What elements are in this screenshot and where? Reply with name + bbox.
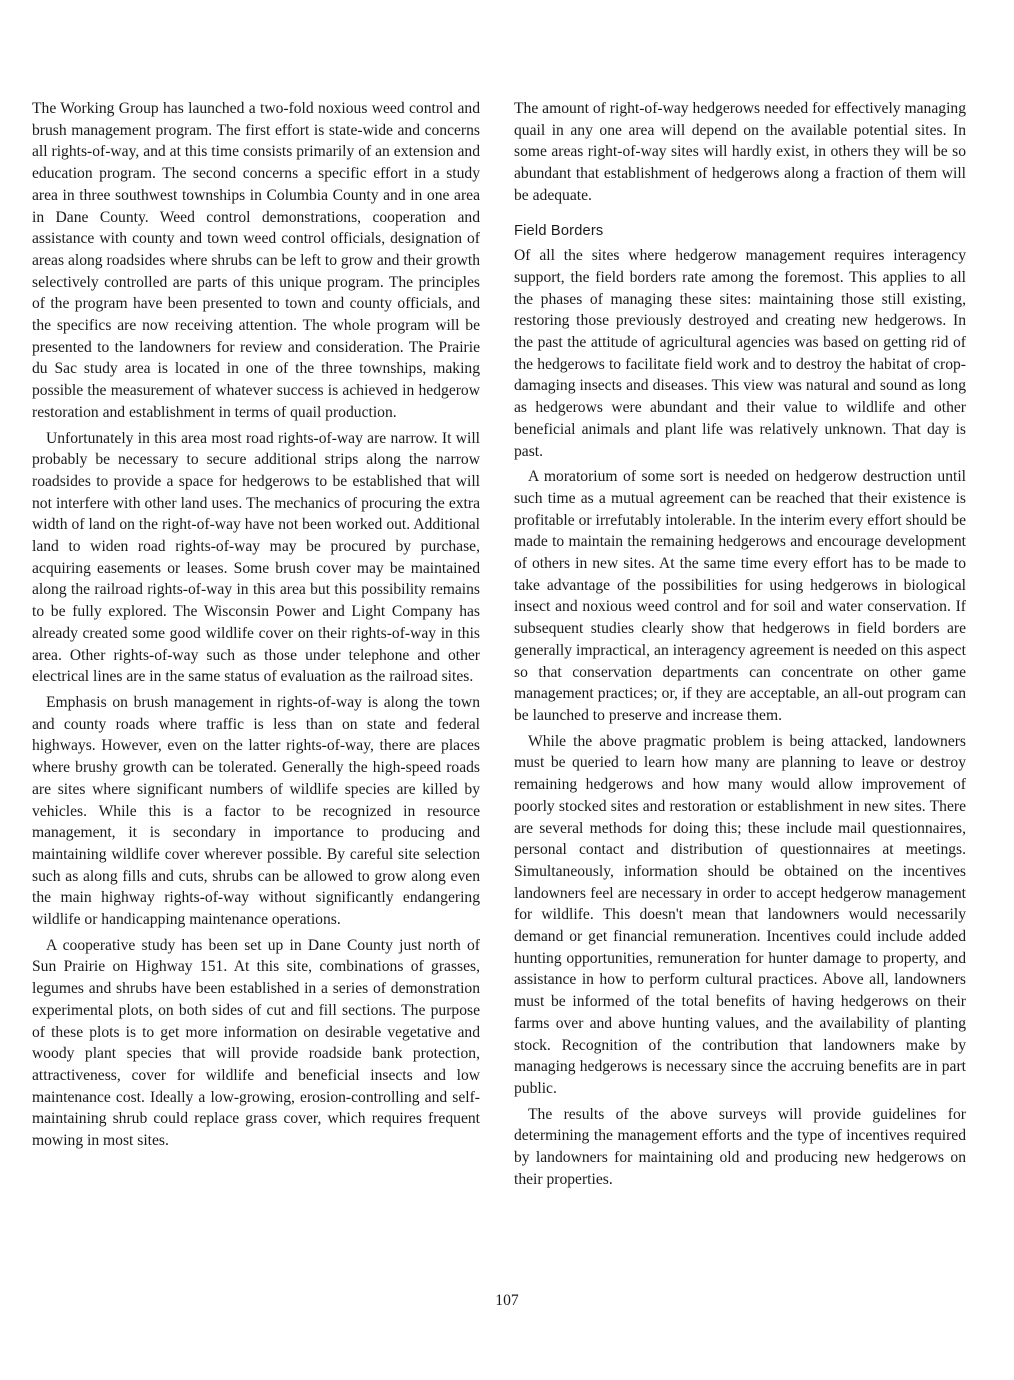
right-paragraph-1: Of all the sites where hedgerow management requires interagency support, the field borders rate among the foremost. This applies to all the phases of managing these sites: maintaining those still existing, restoring those previously destroyed and creating new hedgerows. In the past the attitude of agricultural agencies was based on getting rid of the hedgerows to facilitate field work and to destroy the habitat of crop-damaging insects and diseases. This view was natural and sound as long as hedgerows were abundant and their value to wildlife and other beneficial animals and plant life was relatively unknown. That day is past.: [514, 247, 966, 460]
left-column: [32, 98, 480, 1156]
left-paragraph-4: A cooperative study has been set up in Dane County just north of Sun Prairie on Highway 151. At this site, combinations of grasses, legumes and shrubs have been established in a series of demonstration experimental plots, on both sides of cut and fill sections. The purpose of these plots is to get more information on desirable vegetative and woody plant species that will provide roadside bank protection, attractiveness, cover for wildlife and beneficial insects and low maintenance cost. Ideally a low-growing, erosion-controlling and self-maintaining shrub could replace grass cover, which requires frequent mowing in most sites.: [32, 936, 480, 1150]
section-heading-field-borders: Field Borders: [514, 222, 604, 239]
right-paragraph-4: The results of the above surveys will provide guidelines for determining the management efforts and the type of incentives required by landowners for maintaining old and producing new hedgerows on their properties.: [514, 1105, 966, 1188]
right-paragraph-2: A moratorium of some sort is needed on hedgerow destruction until such time as a mutual agreement can be reached that their existence is profitable or irrefutably intolerable. In the interim every effort should be made to maintain the remaining hedgerows and encourage development of others in new sites. At the same time every effort has to be made to take advantage of the possibilities for using hedgerows in biological insect and noxious weed control and for soil and water conservation. If subsequent studies clearly show that hedgerows in field borders are generally impractical, an interagency agreement is needed on this aspect so that conservation departments can concentrate on other game management practices; or, if they are acceptable, an all-out program can be launched to preserve and increase them.: [514, 468, 966, 724]
left-paragraph-2: Unfortunately in this area most road rights-of-way are narrow. It will probably be necessary to secure additional strips along the narrow roadsides to provide a space for hedgerows to be established that will not interfere with other land uses. The mechanics of procuring the extra width of land on the right-of-way have not been worked out. Additional land to widen road rights-of-way may be procured by purchase, acquiring easements or leases. Some brush cover may be maintained along the railroad rights-of-way in this area but this possibility remains to be fully explored. The Wisconsin Power and Light Company has already created some good wildlife cover on their rights-of-way in this area. Other rights-of-way such as those under telephone and other electrical lines are in the same status of evaluation as the railroad sites.: [32, 429, 480, 686]
left-paragraph-3: Emphasis on brush management in rights-of-way is along the town and county roads where traffic is less than on state and federal highways. However, even on the latter rights-of-way, there are places where brushy growth can be tolerated. Generally the high-speed roads are sites where significant numbers of wildlife species are killed by vehicles. While this is a factor to be recognized in resource management, it is secondary in importance to producing and maintaining wildlife cover wherever possible. By careful site selection such as along fills and cuts, shrubs can be allowed to grow along even the main highway rights-of-way without significantly endangering wildlife or handicapping maintenance operations.: [32, 693, 480, 929]
page-number: 107: [495, 1292, 519, 1309]
right-paragraph-3: While the above pragmatic problem is being attacked, landowners must be queried to learn how many are planning to leave or destroy remaining hedgerows and how many would allow improvement of poorly stocked sites and restoration or establishment in new sites. There are several methods for doing this; these include mail questionnaires, personal contact and distribution of questionnaires at meetings. Simultaneously, information should be obtained on the incentives landowners feel are necessary in order to accept hedgerow management for wildlife. This doesn't mean that landowners would necessarily demand or get financial remuneration. Incentives could include added hunting opportunities, remuneration for hunter damage to property, and assistance in how to perform cultural practices. Above all, landowners must be informed of the total benefits of having hedgerows on their farms over and above hunting values, and the availability of planting stock. Recognition of the contribution that landowners make by managing hedgerows is necessary since the accruing benefits are in part public.: [514, 732, 966, 1097]
right-intro-paragraph: The amount of right-of-way hedgerows needed for effectively managing quail in any one area will depend on the available potential sites. In some areas right-of-way sites will hardly exist, in others they will be so abundant that establishment of hedgerows along a fraction of them will be adequate.: [514, 100, 966, 204]
left-paragraph-1: The Working Group has launched a two-fold noxious weed control and brush management program. The first effort is state-wide and concerns all rights-of-way, and at this time consists primarily of an extension and education program. The second concerns a specific effort in a study area in three southwest townships in Columbia County and in one area in Dane County. Weed control demonstrations, cooperation and assistance with county and town weed control officials, designation of areas along roadsides where shrubs can be left to grow and their growth selectively controlled are parts of this unique program. The principles of the program have been presented to town and county officials, and the specifics are now receiving attention. The whole program will be presented to the landowners for review and consideration. The Prairie du Sac study area is located in one of the three townships, making possible the measurement of whatever success is achieved in hedgerow restoration and establishment in terms of quail production.: [32, 100, 480, 421]
right-column: [514, 98, 966, 1194]
